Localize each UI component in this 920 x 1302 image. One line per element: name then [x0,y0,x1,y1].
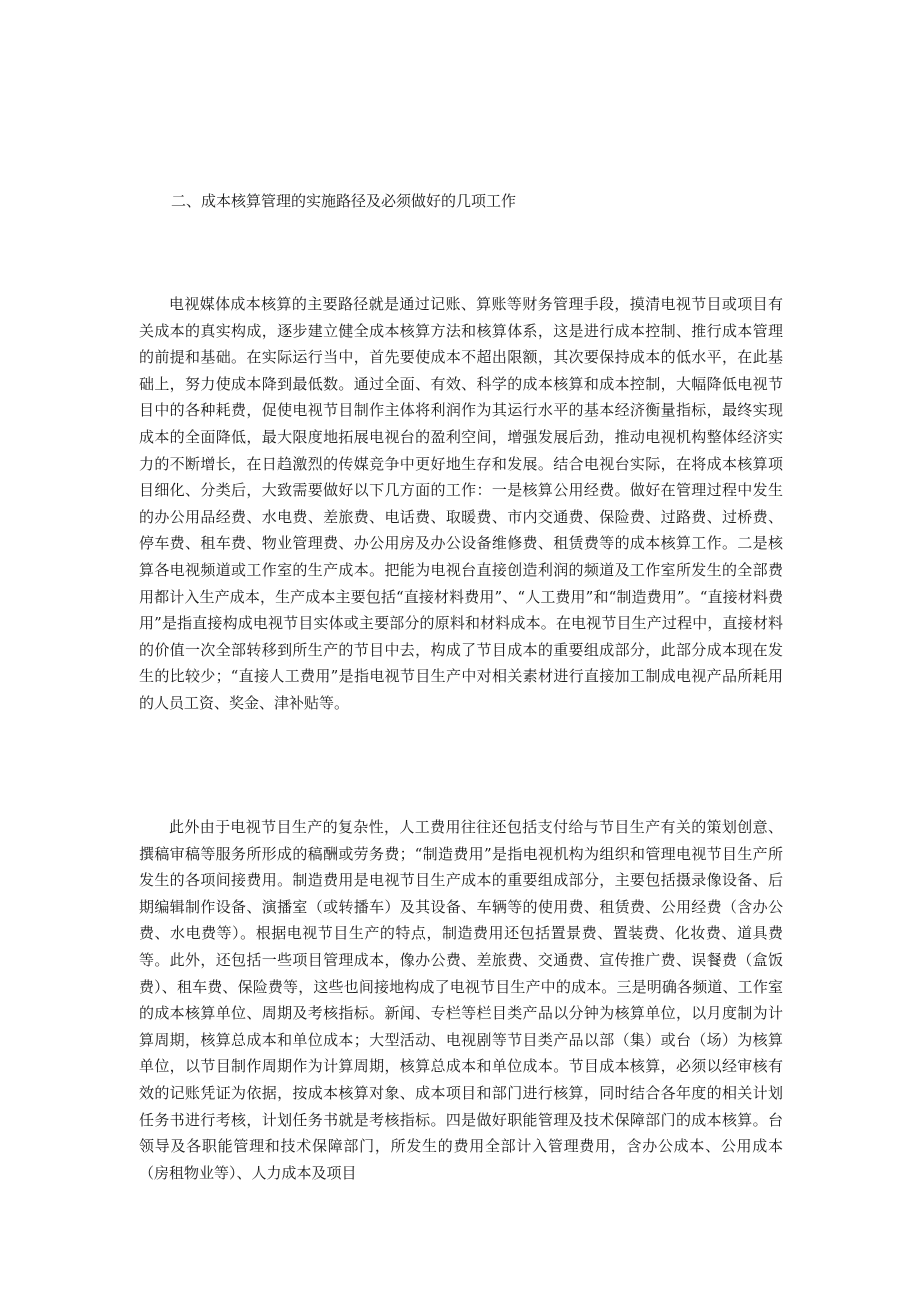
body-paragraph-1: 电视媒体成本核算的主要路径就是通过记账、算账等财务管理手段，摸清电视节目或项目有关成本的真实构成，逐步建立健全成本核算方法和核算体系，这是进行成本控制、推行成本管理的前提和基础。在实际运行当中，首先要使成本不超出限额，其次要保持成本的低水平，在此基础上，努力使成本降到最低数。通过全面、有效、科学的成本核算和成本控制，大幅降低电视节目中的各种耗费，促使电视节目制作主体将利润作为其运行水平的基本经济衡量指标，最终实现成本的全面降低，最大限度地拓展电视台的盈利空间，增强发展后劲，推动电视机构整体经济实力的不断增长，在日趋激烈的传媒竞争中更好地生存和发展。结合电视台实际，在将成本核算项目细化、分类后，大致需要做好以下几方面的工作：一是核算公用经费。做好在管理过程中发生的办公用品经费、水电费、差旅费、电话费、取暖费、市内交通费、保险费、过路费、过桥费、停车费、租车费、物业管理费、办公用房及办公设备维修费、租赁费等的成本核算工作。二是核算各电视频道或工作室的生产成本。把能为电视台直接创造利润的频道及工作室所发生的全部费用都计入生产成本，生产成本主要包括“直接材料费用”、“人工费用”和“制造费用”。“直接材料费用”是指直接构成电视节目实体或主要部分的原料和材料成本。在电视节目生产过程中，直接材料的价值一次全部转移到所生产的节目中去，构成了节目成本的重要组成部分，此部分成本现在发生的比较少；“直接人工费用”是指电视节目生产中对相关素材进行直接加工制成电视产品所耗用的人员工资、奖金、津补贴等。 [139,295,783,712]
section-heading: 二、成本核算管理的实施路径及必须做好的几项工作 [171,192,517,210]
body-paragraph-2: 此外由于电视节目生产的复杂性，人工费用往往还包括支付给与节目生产有关的策划创意、撰稿审稿等服务所形成的稿酬或劳务费；“制造费用”是指电视机构为组织和管理电视节目生产所发生的各项间接费用。制造费用是电视节目生产成本的重要组成部分，主要包括摄录像设备、后期编辑制作设备、演播室（或转播车）及其设备、车辆等的使用费、租赁费、公用经费（含办公费、水电费等）。根据电视节目生产的特点，制造费用还包括置景费、置装费、化妆费、道具费等。此外，还包括一些项目管理成本，像办公费、差旅费、交通费、宣传推广费、误餐费（盒饭费）、租车费、保险费等，这些也间接地构成了电视节目生产中的成本。三是明确各频道、工作室的成本核算单位、周期及考核指标。新闻、专栏等栏目类产品以分钟为核算单位，以月度制为计算周期，核算总成本和单位成本；大型活动、电视剧等节目类产品以部（集）或台（场）为核算单位，以节目制作周期作为计算周期，核算总成本和单位成本。节目成本核算，必须以经审核有效的记账凭证为依据，按成本核算对象、成本项目和部门进行核算，同时结合各年度的相关计划任务书进行考核，计划任务书就是考核指标。四是做好职能管理及技术保障部门的成本核算。台领导及各职能管理和技术保障部门，所发生的费用全部计入管理费用，含办公成本、公用成本（房租物业等）、人力成本及项目 [139,818,783,1182]
